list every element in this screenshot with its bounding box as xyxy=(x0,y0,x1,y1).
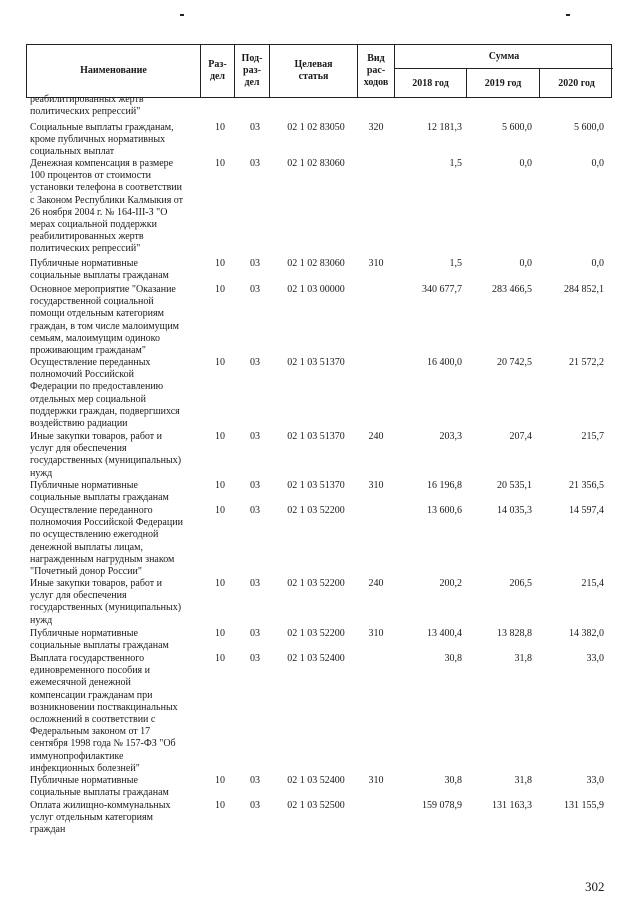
row-vid: 240 xyxy=(368,578,384,589)
continuation-text: реабилитированных жертв политических репрессий" xyxy=(30,94,144,118)
row-sum-2018: 16 400,0 xyxy=(427,357,462,368)
row-razdel: 10 xyxy=(215,480,225,491)
row-target: 02 1 02 83050 xyxy=(287,122,345,133)
row-sum-2018: 159 078,9 xyxy=(422,800,462,811)
row-podrazdel: 03 xyxy=(250,653,260,664)
row-podrazdel: 03 xyxy=(250,357,260,368)
row-name: Оплата жилищно-коммунальных услуг отдельным категориям граждан xyxy=(30,800,171,836)
row-sum-2018: 13 600,6 xyxy=(427,505,462,516)
row-podrazdel: 03 xyxy=(250,480,260,491)
row-razdel: 10 xyxy=(215,158,225,169)
row-target: 02 1 02 83060 xyxy=(287,258,345,269)
row-podrazdel: 03 xyxy=(250,158,260,169)
row-vid: 310 xyxy=(368,480,384,491)
row-sum-2018: 13 400,4 xyxy=(427,628,462,639)
row-razdel: 10 xyxy=(215,284,225,295)
row-sum-2018: 30,8 xyxy=(444,775,462,786)
row-sum-2018: 1,5 xyxy=(449,258,462,269)
row-sum-2019: 5 600,0 xyxy=(502,122,532,133)
row-podrazdel: 03 xyxy=(250,258,260,269)
row-sum-2018: 340 677,7 xyxy=(422,284,462,295)
header-year-2018: 2018 год xyxy=(395,69,467,98)
row-sum-2020: 215,4 xyxy=(581,578,604,589)
row-target: 02 1 03 00000 xyxy=(287,284,345,295)
row-sum-2020: 21 356,5 xyxy=(569,480,604,491)
row-name: Иные закупки товаров, работ и услуг для обеспечения государственных (муниципальных) нужд xyxy=(30,578,182,626)
row-podrazdel: 03 xyxy=(250,775,260,786)
row-sum-2018: 16 196,8 xyxy=(427,480,462,491)
row-name: Осуществление переданного полномочия Российской Федерации по осуществлению ежегодной денежной выплаты лицам, награжденным нагрудным знаком "Почетный донор России" xyxy=(30,505,183,578)
header-vid: Вид рас- ходов xyxy=(358,45,395,97)
row-podrazdel: 03 xyxy=(250,628,260,639)
row-target: 02 1 03 51370 xyxy=(287,431,345,442)
row-razdel: 10 xyxy=(215,122,225,133)
row-sum-2020: 14 597,4 xyxy=(569,505,604,516)
row-podrazdel: 03 xyxy=(250,505,260,516)
row-razdel: 10 xyxy=(215,431,225,442)
row-target: 02 1 03 52200 xyxy=(287,505,345,516)
row-sum-2019: 31,8 xyxy=(514,775,532,786)
row-sum-2019: 206,5 xyxy=(509,578,532,589)
row-sum-2020: 0,0 xyxy=(591,158,604,169)
row-razdel: 10 xyxy=(215,578,225,589)
row-name: Денежная компенсация в размере 100 процентов от стоимости установки телефона в соответствии с Законом Республики Калмыкия от 26 ноября 2004 г. № 164-III-З "О мерах социальной поддержки реабилитированных жертв политических репрессий" xyxy=(30,158,184,255)
row-name: Социальные выплаты гражданам, кроме публичных нормативных социальных выплат xyxy=(30,122,174,158)
row-razdel: 10 xyxy=(215,258,225,269)
row-vid: 310 xyxy=(368,258,384,269)
row-name: Основное мероприятие "Оказание государственной социальной помощи отдельным категориям граждан, в том числе малоимущим семьям, малоимущим одиноко проживающим гражданам" xyxy=(30,284,180,357)
row-podrazdel: 03 xyxy=(250,578,260,589)
row-sum-2019: 20 742,5 xyxy=(497,357,532,368)
row-name: Осуществление переданных полномочий Российской Федерации по предоставлению отдельных мер социальной поддержки граждан, подвергшихся воздействию радиации xyxy=(30,357,180,430)
header-year-2020: 2020 год xyxy=(558,78,595,89)
row-sum-2020: 5 600,0 xyxy=(574,122,604,133)
row-sum-2020: 215,7 xyxy=(581,431,604,442)
row-name: Публичные нормативные социальные выплаты гражданам xyxy=(30,775,169,799)
row-razdel: 10 xyxy=(215,357,225,368)
row-sum-2020: 14 382,0 xyxy=(569,628,604,639)
row-sum-2019: 0,0 xyxy=(519,158,532,169)
row-sum-2018: 1,5 xyxy=(449,158,462,169)
row-sum-2020: 33,0 xyxy=(586,775,604,786)
row-sum-2018: 12 181,3 xyxy=(427,122,462,133)
header-sum: Сумма xyxy=(395,45,613,69)
row-sum-2019: 13 828,8 xyxy=(497,628,532,639)
row-target: 02 1 03 52400 xyxy=(287,775,345,786)
row-podrazdel: 03 xyxy=(250,431,260,442)
row-vid: 240 xyxy=(368,431,384,442)
row-target: 02 1 03 51370 xyxy=(287,357,345,368)
row-podrazdel: 03 xyxy=(250,122,260,133)
row-razdel: 10 xyxy=(215,505,225,516)
row-sum-2020: 0,0 xyxy=(591,258,604,269)
row-name: Публичные нормативные социальные выплаты гражданам xyxy=(30,258,169,282)
page-number: 302 xyxy=(585,879,605,894)
row-sum-2020: 21 572,2 xyxy=(569,357,604,368)
row-sum-2019: 131 163,3 xyxy=(492,800,532,811)
row-razdel: 10 xyxy=(215,800,225,811)
row-target: 02 1 02 83060 xyxy=(287,158,345,169)
row-sum-2019: 14 035,3 xyxy=(497,505,532,516)
row-podrazdel: 03 xyxy=(250,284,260,295)
row-sum-2019: 20 535,1 xyxy=(497,480,532,491)
header-razdel: Раз- дел xyxy=(201,45,235,97)
row-vid: 310 xyxy=(368,775,384,786)
row-razdel: 10 xyxy=(215,653,225,664)
row-sum-2019: 283 466,5 xyxy=(492,284,532,295)
row-name: Публичные нормативные социальные выплаты гражданам xyxy=(30,480,169,504)
row-razdel: 10 xyxy=(215,775,225,786)
row-razdel: 10 xyxy=(215,628,225,639)
header-podrazdel: Под- раз- дел xyxy=(235,45,270,97)
row-podrazdel: 03 xyxy=(250,800,260,811)
header-target: Целевая статья xyxy=(270,45,358,97)
row-sum-2018: 200,2 xyxy=(439,578,462,589)
row-target: 02 1 03 52200 xyxy=(287,578,345,589)
row-name: Выплата государственного единовременного пособия и ежемесячной денежной компенсации гражданам при возникновении поствакцинальных осложнений в соответствии с Федеральным законом от 17 сентября 1998 года № 157-ФЗ "Об иммунопрофилактике инфекционных болезней" xyxy=(30,653,178,774)
row-target: 02 1 03 52500 xyxy=(287,800,345,811)
row-target: 02 1 03 51370 xyxy=(287,480,345,491)
row-target: 02 1 03 52400 xyxy=(287,653,345,664)
row-target: 02 1 03 52200 xyxy=(287,628,345,639)
row-sum-2020: 284 852,1 xyxy=(564,284,604,295)
header-name: Наименование xyxy=(27,45,201,97)
row-sum-2019: 207,4 xyxy=(509,431,532,442)
row-sum-2019: 31,8 xyxy=(514,653,532,664)
row-vid: 310 xyxy=(368,628,384,639)
row-sum-2018: 30,8 xyxy=(444,653,462,664)
row-vid: 320 xyxy=(368,122,384,133)
row-sum-2020: 131 155,9 xyxy=(564,800,604,811)
row-sum-2018: 203,3 xyxy=(439,431,462,442)
row-name: Публичные нормативные социальные выплаты гражданам xyxy=(30,628,169,652)
row-name: Иные закупки товаров, работ и услуг для обеспечения государственных (муниципальных) нужд xyxy=(30,431,182,479)
row-sum-2019: 0,0 xyxy=(519,258,532,269)
header-year-2019: 2019 год xyxy=(467,69,540,98)
row-sum-2020: 33,0 xyxy=(586,653,604,664)
